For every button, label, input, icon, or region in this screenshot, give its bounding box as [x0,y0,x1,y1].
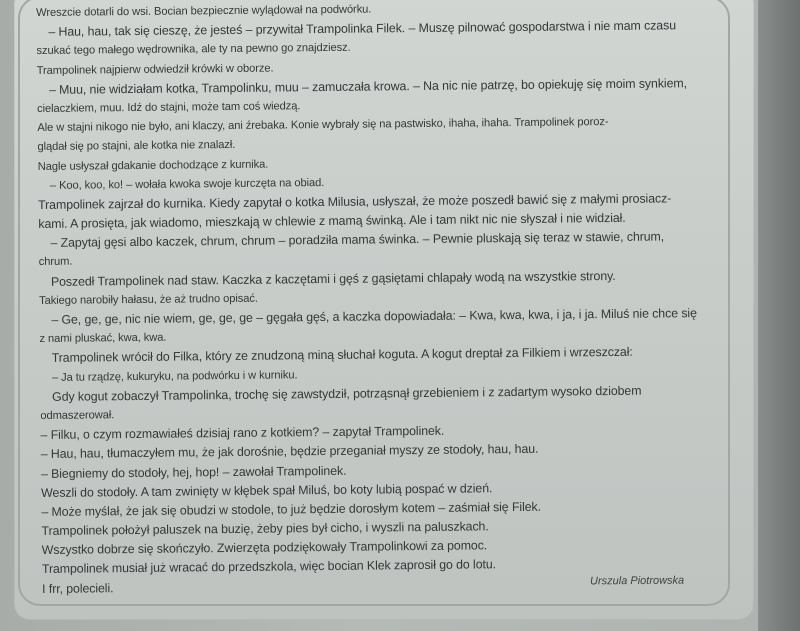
text-line: Trampolinek wrócił do Filka, który ze znudzoną miną słuchał koguta. A kogut dreptał za Filkiem i wrzeszczał: [51,345,633,366]
text-line: – Biegniemy do stodoły, hej, hop! – zawołał Trampolinek. [40,463,347,481]
text-line: – Koo, koo, ko! – wołała kwoka swoje kurczęta na obiad. [49,176,325,192]
text-line: kami. A prosięta, jak wiadomo, mieszkają w chlewie z mamą świnką. Ale i tam nikt nic nie słyszał i nie widział. [38,210,626,232]
text-line: szukać tego małego wędrownika, ale ty na pewno go znajdziesz. [36,42,351,58]
text-line: Trampolinek zajrzał do kurnika. Kiedy zapytał o kotka Milusia, usłyszał, że może poszedł bawić się z małymi prosiacz- [38,191,672,212]
author-signature: Urszula Piotrowska [589,574,685,588]
text-line: Trampolinek położył paluszek na buzię, żeby pies był cicho, i wyszli na paluszkach. [41,519,489,539]
text-line: – Może myślał, że jak się obudzi w stodole, to już będzie dorosłym kotem – zaśmiał się Filek. [41,499,541,519]
text-line: cielaczkiem, muu. Idź do stajni, może tam coś wiedzą. [37,100,301,115]
story-text [36,0,732,599]
text-line: – Ja tu rządzę, kukuryku, na podwórku i w kurniku. [51,368,298,384]
text-line: – Zapytaj gęsi albo kaczek, chrum, chrum – poradziła mama świnka. – Pewnie pluskają się teraz w stawie, chrum, [50,229,665,251]
text-line: Wszystko dobrze się skończyło. Zwierzęta podziękowały Trampolinkowi za pomoc. [41,538,488,558]
text-line: Weszli do stodoły. A tam zwinięty w kłębek spał Miluś, bo koty lubią pospać w dzień. [41,480,493,500]
text-line: Trampolinek najpierw odwiedził krówki w oborze. [36,62,274,77]
text-line: Ale w stajni nikogo nie było, ani klaczy, ani źrebaka. Konie wybrały się na pastwisko, ihaha, ihaha. Trampolinek poroz- [37,116,609,135]
text-line: – Muu, nie widziałam kotka, Trampolinku, muu – zamuczała krowa. – Na nic nie patrzę, bo opiekuję się moim synkiem, [48,75,687,97]
text-line: Poszedł Trampolinek nad staw. Kaczka z kaczętami i gęś z gąsiętami chlapały wodą na wszystkie strony. [50,268,616,289]
text-line: Wreszcie dotarli do wsi. Bocian bezpiecznie wylądował na podwórku. [36,3,372,19]
text-line: Takiego narobiły hałasu, że aż trudno opisać. [39,292,258,307]
text-line: z nami pluskać, kwa, kwa. [39,331,167,346]
text-line: odmaszerował. [40,409,115,422]
text-line: – Hau, hau, tak się cieszę, że jesteś – przywitał Trampolinka Filek. – Muszę pilnować gospodarstwa i nie mam czasu [48,18,677,40]
text-line: chrum. [38,256,73,269]
right-margin-edge [758,0,800,631]
text-line: Gdy kogut zobaczył Trampolinka, trochę się zawstydził, potrząsnął grzebieniem i z zadartym wysoko dziobem [52,383,642,404]
text-line: – Hau, hau, tłumaczyłem mu, że jak dorośnie, będzie przeganiał myszy ze stodoły, hau, hau. [40,442,539,462]
text-line: Trampolinek musiał już wracać do przedszkola, więc bocian Klek zaprosił go do lotu. [41,557,497,577]
text-line: I frr, polecieli. [42,580,114,596]
book-page [14,0,754,620]
text-line: Nagle usłyszał gdakanie dochodzące z kurnika. [37,158,269,173]
text-line: – Filku, o czym rozmawiałeś dzisiaj rano z kotkiem? – zapytał Trampolinek. [40,423,445,443]
text-line: – Ge, ge, ge, nic nie wiem, ge, ge, ge – gęgała gęś, a kaczka dopowiadała: – Kwa, kwa, kwa, i ja, i ja. Miluś nie chce się [51,306,697,327]
text-line: glądał się po stajni, ale kotka nie znalazł. [37,139,236,154]
